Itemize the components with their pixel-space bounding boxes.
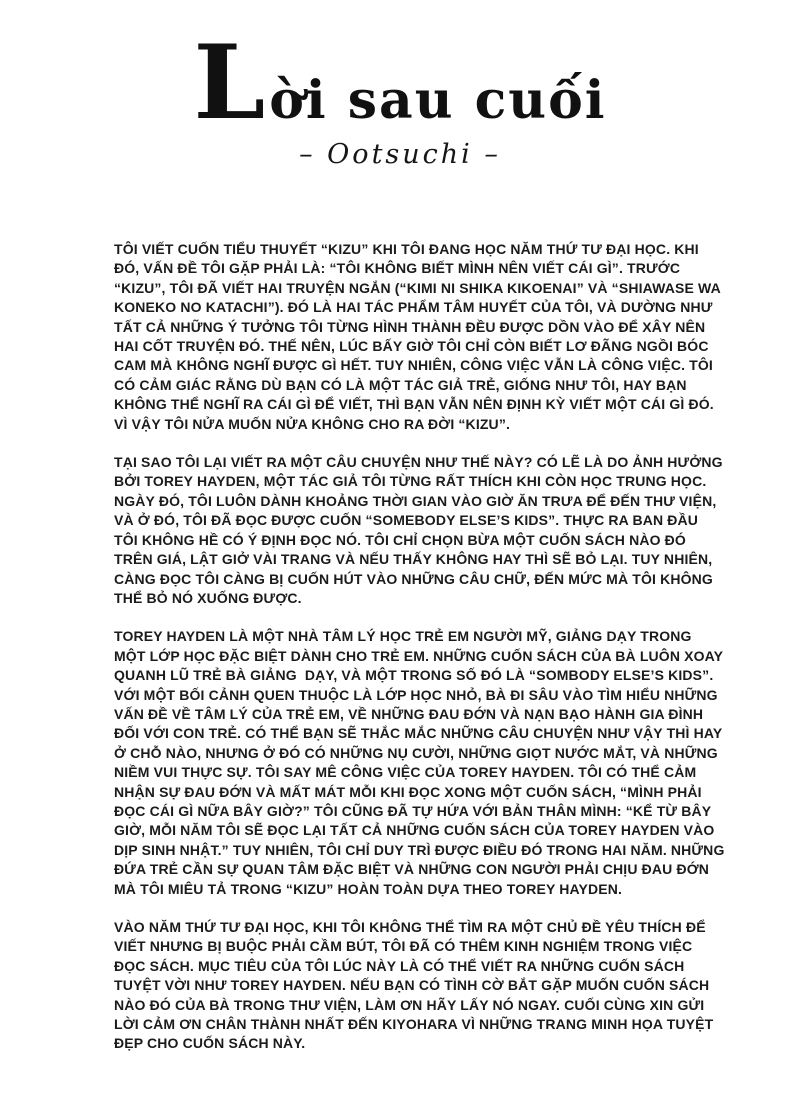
text-line: CÓ CẢM GIÁC RẰNG DÙ BẠN CÓ LÀ MỘT TÁC GIẢ TRẺ, GIỐNG NHƯ TÔI, HAY BẠN bbox=[114, 376, 687, 393]
page-title: Lời sau cuối bbox=[193, 23, 607, 143]
text-line: DỊP SINH NHẬT.” TUY NHIÊN, TÔI CHỈ DUY TRÌ ĐƯỢC ĐIỀU ĐÓ TRONG HAI NĂM. NHỮNG bbox=[114, 841, 725, 858]
text-line: TUYỆT VỜI NHƯ TOREY HAYDEN. NẾU BẠN CÓ TÌNH CỜ BẮT GẶP MUỐN CUỐN SÁCH bbox=[114, 977, 710, 994]
page-header bbox=[0, 0, 800, 170]
text-line: TOREY HAYDEN LÀ MỘT NHÀ TÂM LÝ HỌC TRẺ EM NGƯỜI MỸ, GIẢNG DẠY TRONG bbox=[114, 628, 692, 645]
text-line: KONEKO NO KATACHI”). ĐÓ LÀ HAI TÁC PHẨM TÂM HUYẾT CỦA TÔI, VÀ DƯỜNG NHƯ bbox=[114, 299, 713, 316]
text-line: VÀ Ở ĐÓ, TÔI ĐÃ ĐỌC ĐƯỢC CUỐN “SOMEBODY ELSE’S KIDS”. THỰC RA BAN ĐẦU bbox=[114, 512, 699, 529]
text-line: “KIZU”, TÔI ĐÃ VIẾT HAI TRUYỆN NGẮN (“KIMI NI SHIKA KIKOENAI” VÀ “SHIAWASE WA bbox=[114, 279, 721, 296]
text-line: ĐÓ, VẤN ĐỀ TÔI GẶP PHẢI LÀ: “TÔI KHÔNG BIẾT MÌNH NÊN VIẾT CÁI GÌ”. TRƯỚC bbox=[114, 260, 681, 277]
text-line: TẤT CẢ NHỮNG Ý TƯỞNG TÔI TỪNG HÌNH THÀNH ĐỀU ĐƯỢC DỒN VÀO ĐỂ XÂY NÊN bbox=[114, 318, 706, 335]
text-line: ĐỌC SÁCH. MỤC TIÊU CỦA TÔI LÚC NÀY LÀ CÓ THỂ VIẾT RA NHỮNG CUỐN SÁCH bbox=[114, 957, 685, 974]
text-line: CAM MÀ KHÔNG NGHĨ ĐƯỢC GÌ HẾT. TUY NHIÊN, CÔNG VIỆC VẪN LÀ CÔNG VIỆC. TÔI bbox=[114, 357, 713, 374]
text-line: Ở CHỖ NÀO, NHƯNG Ở ĐÓ CÓ NHỮNG NỤ CƯỜI, NHỮNG GIỌT NƯỚC MẮT, VÀ NHỮNG bbox=[114, 744, 718, 761]
paragraph bbox=[114, 240, 734, 434]
text-line: ĐẸP CHO CUỐN SÁCH NÀY. bbox=[114, 1035, 306, 1052]
text-line: QUANH LŨ TRẺ BÀ GIẢNG DẠY, VÀ MỘT TRONG SỐ ĐÓ LÀ “SOMBODY ELSE’S KIDS”. bbox=[114, 667, 714, 684]
afterword-body bbox=[114, 240, 734, 1073]
text-line: VÌ VẬY TÔI NỬA MUỐN NỬA KHÔNG CHO RA ĐỜI “KIZU”. bbox=[114, 415, 511, 432]
text-line: VÀO NĂM THỨ TƯ ĐẠI HỌC, KHI TÔI KHÔNG THỂ TÌM RA MỘT CHỦ ĐỀ YÊU THÍCH ĐỂ bbox=[114, 919, 706, 935]
text-line: TRÊN GIÁ, LẬT GIỞ VÀI TRANG VÀ NẾU THẤY KHÔNG HAY THÌ SẼ BỎ LẠI. TUY NHIÊN, bbox=[114, 551, 713, 568]
text-line: VẤN ĐỀ VỀ TÂM LÝ CỦA TRẺ EM, VỀ NHỮNG ĐAU ĐỚN VÀ NẠN BẠO HÀNH GIA ĐÌNH bbox=[114, 705, 704, 722]
text-line: LỜI CẢM ƠN CHÂN THÀNH NHẤT ĐẾN KIYOHARA VÌ NHỮNG TRANG MINH HỌA TUYỆT bbox=[114, 1016, 714, 1033]
text-line: TÔI VIẾT CUỐN TIỂU THUYẾT “KIZU” KHI TÔI ĐANG HỌC NĂM THỨ TƯ ĐẠI HỌC. KHI bbox=[114, 241, 699, 257]
text-line: THỂ BỎ NÓ XUỐNG ĐƯỢC. bbox=[114, 589, 302, 606]
author-byline: – Ootsuchi – bbox=[299, 139, 501, 171]
text-line: BỞI TOREY HAYDEN, MỘT TÁC GIẢ TÔI TỪNG RẤT THÍCH KHI CÒN HỌC TRUNG HỌC. bbox=[114, 473, 707, 490]
text-line: ĐỨA TRẺ CẦN SỰ QUAN TÂM ĐẶC BIỆT VÀ NHỮNG CON NGƯỜI PHẢI CHỊU ĐAU ĐỚN bbox=[114, 861, 710, 878]
text-line: VỚI MỘT BỐI CẢNH QUEN THUỘC LÀ LỚP HỌC NHỎ, BÀ ĐI SÂU VÀO TÌM HIỂU NHỮNG bbox=[114, 686, 718, 703]
text-line: MÀ TÔI MIÊU TẢ TRONG “KIZU” HOÀN TOÀN DỰA THEO TOREY HAYDEN. bbox=[114, 880, 623, 897]
text-line: ĐỌC CÁI GÌ NỮA BÂY GIỜ?” TÔI CŨNG ĐÃ TỰ HỨA VỚI BẢN THÂN MÌNH: “KỂ TỪ BÂY bbox=[114, 802, 712, 819]
text-line: TẠI SAO TÔI LẠI VIẾT RA MỘT CÂU CHUYỆN NHƯ THẾ NÀY? CÓ LẼ LÀ DO ẢNH HƯỞNG bbox=[114, 454, 723, 471]
text-line: NHẬN SỰ ĐAU ĐỚN VÀ MẤT MÁT MỖI KHI ĐỌC XONG MỘT CUỐN SÁCH, “MÌNH PHẢI bbox=[114, 783, 702, 800]
text-line: VIẾT NHƯNG BỊ BUỘC PHẢI CẦM BÚT, TÔI ĐÃ CÓ THÊM KINH NGHIỆM TRONG VIỆC bbox=[114, 938, 693, 955]
text-line: NÀO ĐÓ CỦA BÀ TRONG THƯ VIỆN, LÀM ƠN HÃY LẤY NÓ NGAY. CUỐI CÙNG XIN GỬI bbox=[114, 996, 705, 1013]
text-line: GIỜ, MỖI NĂM TÔI SẼ ĐỌC LẠI TẤT CẢ NHỮNG CUỐN SÁCH CỦA TOREY HAYDEN VÀO bbox=[114, 822, 715, 839]
paragraph bbox=[114, 627, 734, 899]
text-line: NIỀM VUI THỰC SỰ. TÔI SAY MÊ CÔNG VIỆC CỦA TOREY HAYDEN. TÔI CÓ THỂ CẢM bbox=[114, 764, 697, 781]
text-line: CÀNG ĐỌC TÔI CÀNG BỊ CUỐN HÚT VÀO NHỮNG CÂU CHỮ, ĐẾN MỨC MÀ TÔI KHÔNG bbox=[114, 570, 713, 587]
text-line: TÔI KHÔNG HỀ CÓ Ý ĐỊNH ĐỌC NÓ. TÔI CHỈ CHỌN BỪA MỘT CUỐN SÁCH NÀO ĐÓ bbox=[114, 531, 686, 548]
paragraph bbox=[114, 453, 734, 608]
text-line: KHÔNG THỂ NGHĨ RA CÁI GÌ ĐỂ VIẾT, THÌ BẠN VẪN NÊN ĐỊNH KỲ VIẾT MỘT CÁI GÌ ĐÓ. bbox=[114, 396, 714, 413]
paragraph bbox=[114, 918, 734, 1054]
text-line: HAI CỐT TRUYỆN ĐÓ. THẾ NÊN, LÚC BẤY GIỜ TÔI CHỈ CÒN BIẾT LƠ ĐÃNG NGỒI BÓC bbox=[114, 338, 709, 355]
text-line: MỘT LỚP HỌC ĐẶC BIỆT DÀNH CHO TRẺ EM. NHỮNG CUỐN SÁCH CỦA BÀ LUÔN XOAY bbox=[114, 647, 724, 664]
text-line: ĐỐI VỚI CON TRẺ. CÓ THỂ BẠN SẼ THẮC MẮC NHỮNG CÂU CHUYỆN NHƯ VẬY THÌ HAY bbox=[114, 725, 723, 742]
text-line: NGÀY ĐÓ, TÔI LUÔN DÀNH KHOẢNG THỜI GIAN VÀO GIỜ ĂN TRƯA ĐỂ ĐẾN THƯ VIỆN, bbox=[114, 492, 717, 509]
